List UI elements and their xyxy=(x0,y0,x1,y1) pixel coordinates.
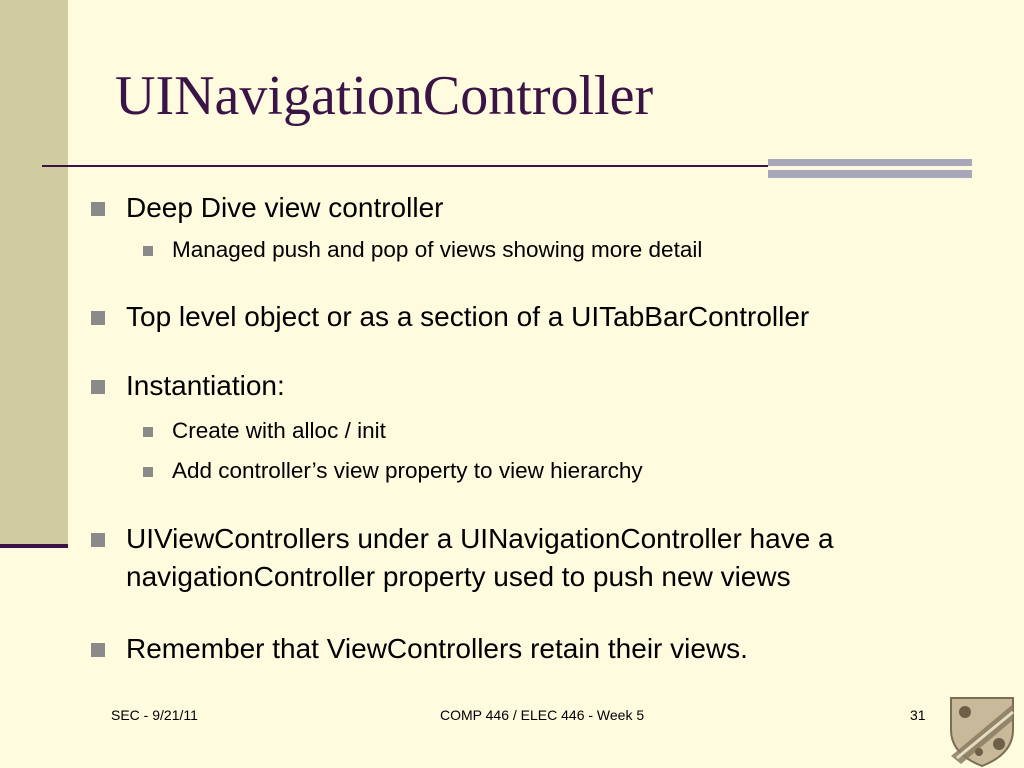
bullet-level1: UIViewControllers under a UINavigationController have a navigationController property used to push new views xyxy=(126,520,1001,596)
slide-title: UINavigationController xyxy=(115,65,654,127)
left-decorative-band xyxy=(0,0,68,546)
slide-number: 31 xyxy=(910,707,926,723)
bullet-level1: Instantiation: xyxy=(126,367,986,405)
bullet-level1: Top level object or as a section of a UITabBarController xyxy=(126,298,986,336)
bullet-level2: Managed push and pop of views showing more detail xyxy=(172,235,702,265)
rice-university-shield-icon xyxy=(947,694,1017,768)
bullet-level1: Deep Dive view controller xyxy=(126,189,986,227)
bullet-level2: Add controller’s view property to view hierarchy xyxy=(172,456,643,486)
bullet-level1: Remember that ViewControllers retain their views. xyxy=(126,630,986,668)
title-underline-rule xyxy=(42,165,768,167)
accent-rule-bottom xyxy=(768,170,972,178)
accent-rule-top xyxy=(768,159,972,166)
bullet-level2: Create with alloc / init xyxy=(172,416,386,446)
footer-date: SEC - 9/21/11 xyxy=(111,707,198,723)
left-accent-rule xyxy=(0,544,68,548)
footer-course-title: COMP 446 / ELEC 446 - Week 5 xyxy=(440,707,645,723)
